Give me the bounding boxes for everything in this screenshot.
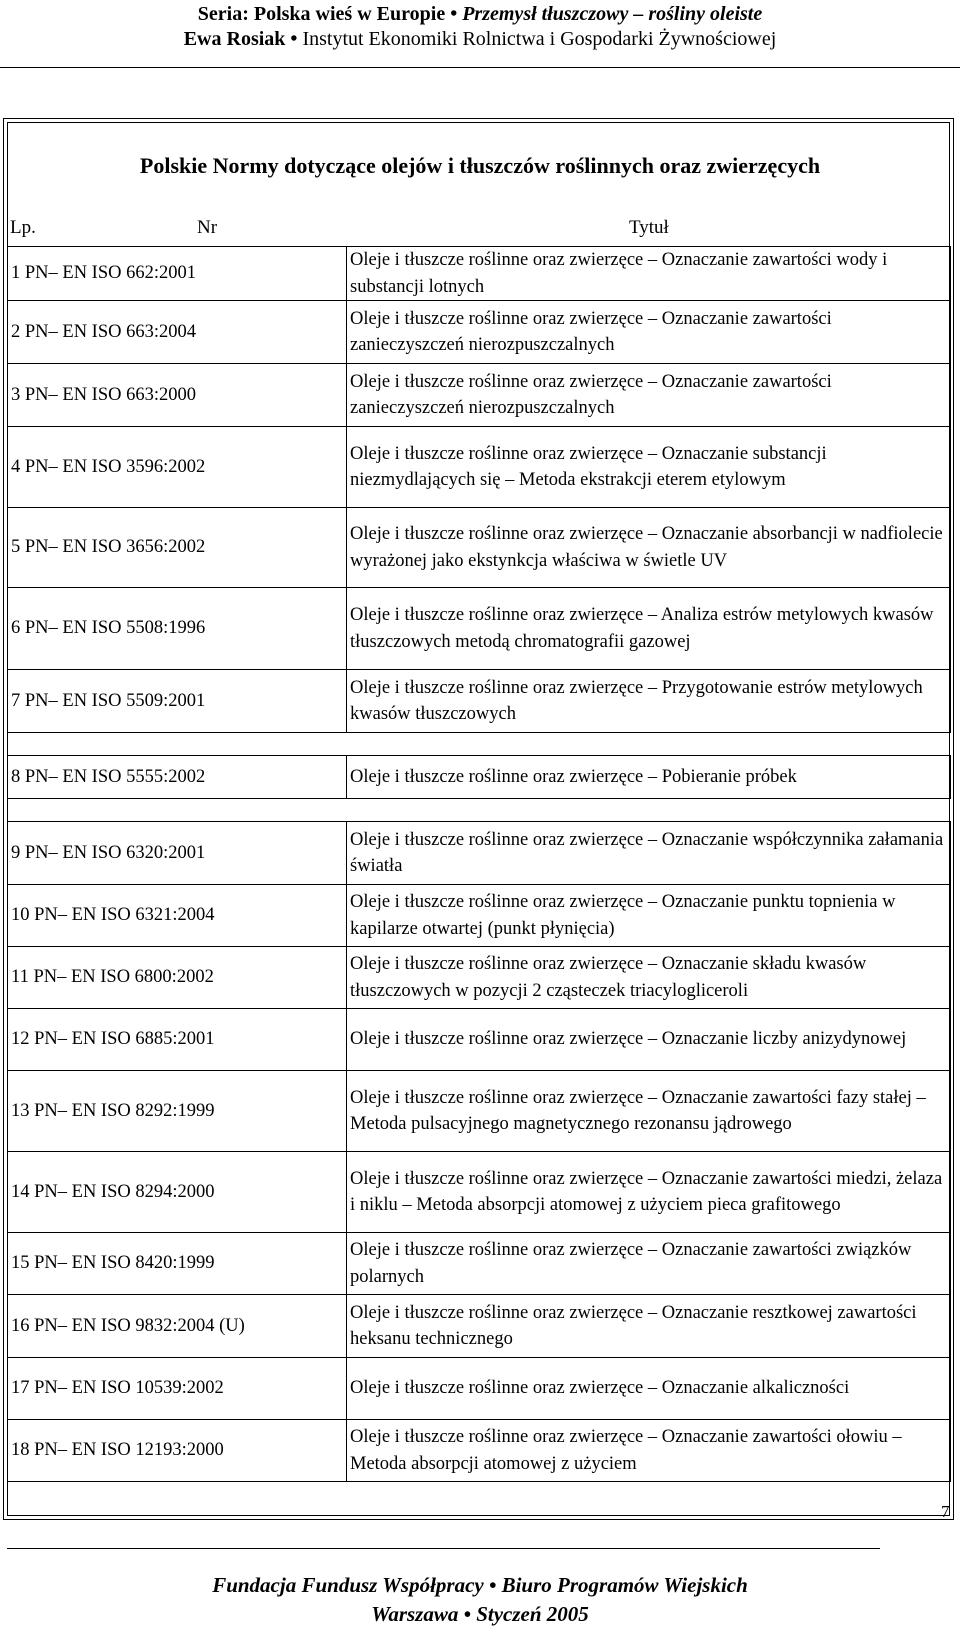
table-row — [8, 364, 951, 427]
bullet-separator: • — [463, 1602, 471, 1626]
table-row — [8, 885, 951, 947]
footer-org-1: Fundacja Fundusz Współpracy — [212, 1573, 484, 1597]
table-row — [8, 756, 951, 799]
norm-number-cell: 16 PN– EN ISO 9832:2004 (U) — [8, 1295, 347, 1358]
norm-number-cell: 6 PN– EN ISO 5508:1996 — [8, 588, 347, 670]
table-row — [8, 1233, 951, 1295]
table-row — [8, 427, 951, 508]
footer-date: Styczeń 2005 — [476, 1602, 589, 1626]
norm-number-cell: 17 PN– EN ISO 10539:2002 — [8, 1358, 347, 1420]
norm-number-cell: 18 PN– EN ISO 12193:2000 — [8, 1420, 347, 1482]
norm-title-cell: Oleje i tłuszcze roślinne oraz zwierzęce – Oznaczanie zawartości zanieczyszczeń nierozpuszczalnych — [347, 364, 951, 427]
norm-title-cell: Oleje i tłuszcze roślinne oraz zwierzęce – Oznaczanie punktu topnienia w kapilarze otwartej (punkt płynięcia) — [347, 885, 951, 947]
table-row — [8, 588, 951, 670]
column-header-nr: Nr — [197, 217, 218, 238]
norm-title-cell: Oleje i tłuszcze roślinne oraz zwierzęce – Przygotowanie estrów metylowych kwasów tłuszczowych — [347, 670, 951, 733]
norm-number-cell: 1 PN– EN ISO 662:2001 — [8, 247, 347, 301]
norm-number-cell: 15 PN– EN ISO 8420:1999 — [8, 1233, 347, 1295]
footer-city: Warszawa — [371, 1602, 459, 1626]
table-row — [8, 822, 951, 885]
norm-title-cell: Oleje i tłuszcze roślinne oraz zwierzęce – Oznaczanie składu kwasów tłuszczowych w pozycji 2 cząsteczek triacylogliceroli — [347, 947, 951, 1009]
table-row — [8, 1358, 951, 1420]
norm-number-cell: 14 PN– EN ISO 8294:2000 — [8, 1152, 347, 1233]
norms-table — [7, 246, 951, 1482]
norm-number-cell: 7 PN– EN ISO 5509:2001 — [8, 670, 347, 733]
norm-title-cell: Oleje i tłuszcze roślinne oraz zwierzęce – Oznaczanie absorbancji w nadfiolecie wyrażonej jako ekstynkcja właściwa w świetle UV — [347, 508, 951, 588]
table-row — [8, 247, 951, 301]
series-label: Seria: Polska wieś w Europie — [197, 3, 446, 25]
table-row — [8, 1152, 951, 1233]
series-subject: Przemysł tłuszczowy – rośliny oleiste — [462, 3, 763, 25]
bullet-separator: • — [450, 3, 458, 25]
bullet-separator: • — [488, 1573, 497, 1597]
norm-number-cell: 8 PN– EN ISO 5555:2002 — [8, 756, 347, 799]
row-gap — [8, 733, 951, 756]
table-row — [8, 301, 951, 364]
norm-number-cell: 9 PN– EN ISO 6320:2001 — [8, 822, 347, 885]
norm-number-cell: 5 PN– EN ISO 3656:2002 — [8, 508, 347, 588]
norm-number-cell: 10 PN– EN ISO 6321:2004 — [8, 885, 347, 947]
row-gap — [8, 799, 951, 822]
footer-org-2: Biuro Programów Wiejskich — [501, 1573, 748, 1597]
norm-number-cell: 11 PN– EN ISO 6800:2002 — [8, 947, 347, 1009]
norm-title-cell: Oleje i tłuszcze roślinne oraz zwierzęce – Oznaczanie zawartości zanieczyszczeń nierozpuszczalnych — [347, 301, 951, 364]
table-row — [8, 508, 951, 588]
bullet-separator: • — [290, 28, 298, 50]
header-divider — [0, 67, 960, 68]
norm-title-cell: Oleje i tłuszcze roślinne oraz zwierzęce – Oznaczanie substancji niezmydlających się – Metoda ekstrakcji eterem etylowym — [347, 427, 951, 508]
table-row — [8, 947, 951, 1009]
norm-title-cell: Oleje i tłuszcze roślinne oraz zwierzęce – Analiza estrów metylowych kwasów tłuszczowych metodą chromatografii gazowej — [347, 588, 951, 670]
document-title: Polskie Normy dotyczące olejów i tłuszczów roślinnych oraz zwierzęcych — [139, 153, 821, 178]
norm-title-cell: Oleje i tłuszcze roślinne oraz zwierzęce – Oznaczanie alkaliczności — [347, 1358, 951, 1420]
norm-title-cell: Oleje i tłuszcze roślinne oraz zwierzęce – Oznaczanie resztkowej zawartości heksanu technicznego — [347, 1295, 951, 1358]
norm-number-cell: 13 PN– EN ISO 8292:1999 — [8, 1071, 347, 1152]
norm-title-cell: Oleje i tłuszcze roślinne oraz zwierzęce – Oznaczanie zawartości ołowiu – Metoda absorpcji atomowej z użyciem — [347, 1420, 951, 1482]
footer-place-date — [0, 1602, 960, 1627]
norm-number-cell: 4 PN– EN ISO 3596:2002 — [8, 427, 347, 508]
header-series-line — [0, 2, 960, 26]
column-header-lp: Lp. — [10, 217, 36, 238]
table-row — [8, 1009, 951, 1071]
column-header-title: Tytuł — [629, 217, 669, 238]
table-row — [8, 1420, 951, 1482]
table-row — [8, 1295, 951, 1358]
norm-title-cell: Oleje i tłuszcze roślinne oraz zwierzęce – Oznaczanie zawartości miedzi, żelaza i niklu – Metoda absorpcji atomowej z użyciem pieca grafitowego — [347, 1152, 951, 1233]
norm-number-cell: 12 PN– EN ISO 6885:2001 — [8, 1009, 347, 1071]
table-row — [8, 670, 951, 733]
norm-number-cell: 3 PN– EN ISO 663:2000 — [8, 364, 347, 427]
norm-title-cell: Oleje i tłuszcze roślinne oraz zwierzęce – Oznaczanie współczynnika załamania światła — [347, 822, 951, 885]
footer-organizations — [0, 1573, 960, 1598]
header-author-line — [0, 27, 960, 51]
page-number: 7 — [941, 1502, 950, 1521]
norm-title-cell: Oleje i tłuszcze roślinne oraz zwierzęce – Oznaczanie zawartości związków polarnych — [347, 1233, 951, 1295]
norm-title-cell: Oleje i tłuszcze roślinne oraz zwierzęce – Oznaczanie zawartości fazy stałej – Metoda pulsacyjnego magnetycznego rezonansu jądrowego — [347, 1071, 951, 1152]
author-name: Ewa Rosiak — [183, 28, 286, 50]
norm-number-cell: 2 PN– EN ISO 663:2004 — [8, 301, 347, 364]
footer-divider — [7, 1548, 880, 1549]
table-row — [8, 1071, 951, 1152]
norm-title-cell: Oleje i tłuszcze roślinne oraz zwierzęce – Pobieranie próbek — [347, 756, 951, 799]
norm-title-cell: Oleje i tłuszcze roślinne oraz zwierzęce – Oznaczanie liczby anizydynowej — [347, 1009, 951, 1071]
norm-title-cell: Oleje i tłuszcze roślinne oraz zwierzęce – Oznaczanie zawartości wody i substancji lotnych — [347, 247, 951, 301]
institute-name: Instytut Ekonomiki Rolnictwa i Gospodarki Żywnościowej — [302, 28, 777, 50]
